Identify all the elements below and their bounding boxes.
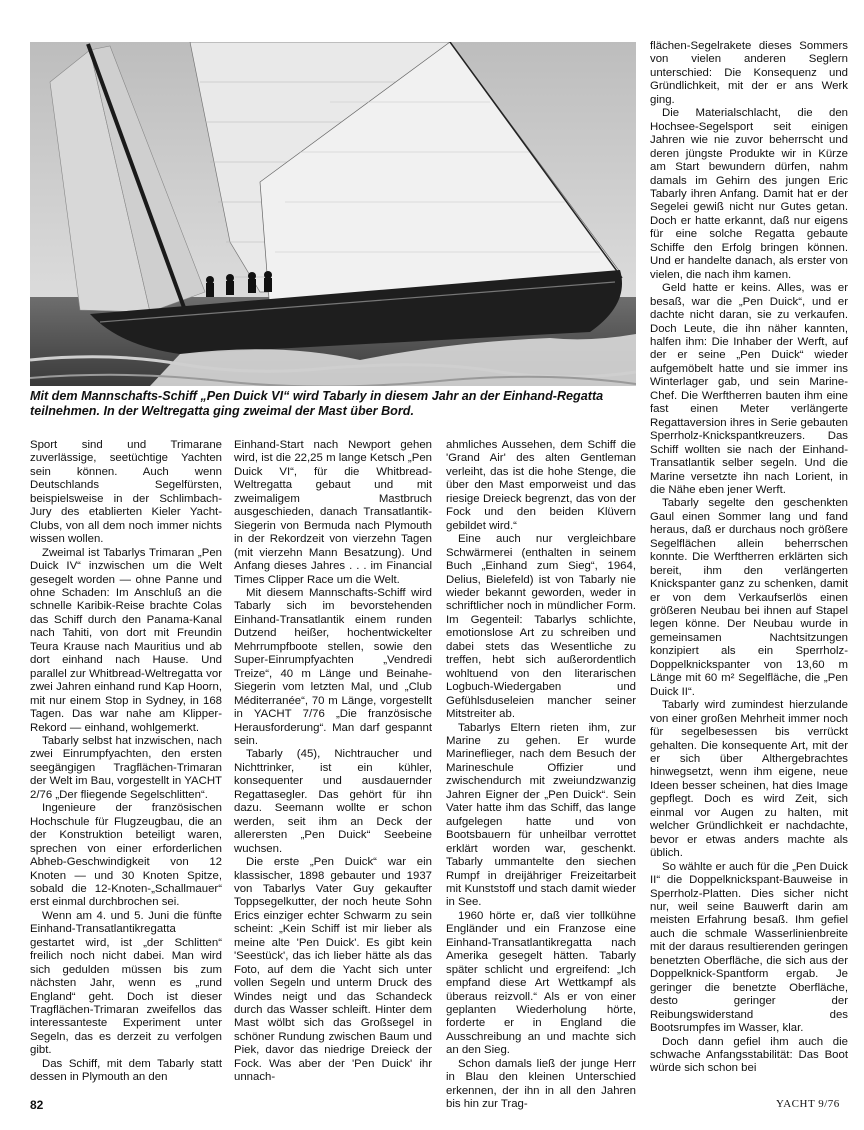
paragraph: Das Schiff, mit dem Tabarly statt dessen in Plymouth an den bbox=[30, 1057, 222, 1084]
paragraph: Schon damals ließ der junge Herr in Blau den kleinen Unterschied erkennen, der ihn in all den Jahren bis hin zur Trag- bbox=[446, 1057, 636, 1111]
article-column-2 bbox=[234, 439, 432, 1129]
paragraph: ahmliches Aussehen, dem Schiff die 'Grand Air' des alten Gentleman verleiht, das ist die hohe Stenge, die über den Mast emporweist und das riesige Dreieck begrenzt, das von der Fock und den beiden Klüvern gebildet wird.“ bbox=[446, 439, 636, 532]
paragraph: Tabarly segelte den geschenkten Gaul einen Sommer lang und fand heraus, daß er durchaus noch größere Segelflächen allein beherrschen konnte. Die Werftherren erklärten sich bereit, ihm den verlängerten Knickspanter ganz zu schenken, damit er von dem Verkaufserlös einen größeren Neubau bei ihnen auf Stapel legen könne. Der Neubau wurde in gemeinsamen Nachtsitzungen konzipiert als ein Sperrholz-Doppelknickspanter von 13,60 m Länge mit 60 m² Segelfläche, die „Pen Duick II“. bbox=[650, 497, 848, 698]
article-column-1 bbox=[30, 439, 222, 1129]
paragraph: Ingenieure der französischen Hochschule für Flugzeugbau, die an der Konstruktion beteiligt waren, sprechen von einer erforderlichen Abheb-Geschwindigkeit von 12 Knoten — und 30 Knoten Spitze, sobald die 12-Knoten-„Schallmauer“ erst einmal durchbrochen sei. bbox=[30, 802, 222, 909]
paragraph: Mit diesem Mannschafts-Schiff wird Tabarly sich im bevorstehenden Einhand-Transatlantik einem runden Dutzend heißer, hochentwickelter Mehrrumpfboote stellen, sowie den Super-Einrumpfyachten „Vendredi Treize“, 40 m Länge und Beinahe-Siegerin vom letzten Mal, und „Club Méditerranée“, 70 m Länge, vorgestellt in YACHT 7/76 „Die französische Herausforderung“. Man darf gespannt sein. bbox=[234, 586, 432, 747]
paragraph: So wählte er auch für die „Pen Duick II“ die Doppelknickspant-Bauweise in Sperrholz-Platten. Dies sicher nicht nur, weil seine Bauwerft darin am meisten Erfahrung besaß. Ihm gefiel auch die schmale Wasserlinienbreite mit der daraus resultierenden geringen benetzten Oberfläche, die sich aus der Doppelknick-Spantform ergab. Je geringer die benetzte Oberfläche, desto geringer der Reibungswiderstand des Bootsrumpfes im Wasser, klar. bbox=[650, 860, 848, 1035]
paragraph: Tabarly wird zumindest hierzulande von einer großen Mehrheit immer noch für segelbesessen bis verrückt gehalten. Die konsequente Art, mit der er sich über Althergebrachtes hinwegsetzt, wenn ihm eigene, neue Ideen besser scheinen, hat dies Image gepflegt. Doch es wird Zeit, sich einmal vor Augen zu halten, mit welcher Gründlichkeit er nachdachte, bevor er etwas anders machte als üblich. bbox=[650, 699, 848, 860]
page-number: 82 bbox=[30, 1098, 44, 1112]
paragraph: Sport sind und Trimarane zuverlässige, seetüchtige Yachten sein können. Auch wenn Deutschlands Segelfürsten, beispielsweise in der Schlimbach-Jury des etablierten Kieler Yacht-Clubs, von all dem noch immer nichts wissen wollen. bbox=[30, 439, 222, 546]
paragraph: Die erste „Pen Duick“ war ein klassischer, 1898 gebauter und 1937 von Tabarlys Vater Guy gekaufter Toppsegelkutter, der noch heute Sohn Erics einziger echter Schwarm zu sein scheint: „Kein Schiff ist mir lieber als meine alte 'Pen Duick'. Es gibt kein 'Seestück', das ich lieber hätte als das Foto, auf dem die Yacht sich unter vollen Segeln und unterm Druck des Windes neigt und das Schandeck durch das Wasser schleift. Hinter dem Mast wölbt sich das Großsegel in schöner Rundung zwischen Baum und Piek, davor das niedrige Dreieck der Fock. Was aber der 'Pen Duick' ihr unnach- bbox=[234, 856, 432, 1084]
yacht-pen-duick-vi-illustration bbox=[30, 42, 636, 386]
paragraph: Tabarly selbst hat inzwischen, nach zwei Einrumpfyachten, den ersten seegängigen Tragflächen-Trimaran der Welt im Bau, vorgestellt in YACHT 2/76 „Der fliegende Segelschlitten“. bbox=[30, 734, 222, 801]
paragraph: Einhand-Start nach Newport gehen wird, ist die 22,25 m lange Ketsch „Pen Duick VI“, für die Whitbread-Weltregatta gebaut und mit zweimaligem Mastbruch ausgeschieden, danach Transatlantik-Siegerin von Bermuda nach Plymouth in der Rekordzeit von vierzehn Tagen (mit vierzehn Mann Besatzung). Und Anfang dieses Jahres . . . im Financial Times Clipper Race um die Welt. bbox=[234, 439, 432, 586]
article-column-4 bbox=[650, 40, 848, 1130]
paragraph: flächen-Segelrakete dieses Sommers von vielen anderen Seglern unterschied: Die Konsequenz und Gründlichkeit, mit der er ans Werk ging. bbox=[650, 40, 848, 106]
paragraph: Zweimal ist Tabarlys Trimaran „Pen Duick IV“ inzwischen um die Welt gesegelt worden — ohne Panne und ohne Schaden: Im Anschluß an die schnelle Karibik-Reise brachte Colas das Schiff durch den Panama-Kanal nach Tahiti, von dort mit Freundin Teura Krause nach Mauritius und ab dort einhand nach Hause. Und parallel zur Whitbread-Weltregatta vor zwei Jahren einhand rund Kap Hoorn, mit nur einem Stop in Sydney, in 168 Tagen. Das war nahe am Klipper-Rekord — einhand, wohlgemerkt. bbox=[30, 546, 222, 734]
sailing-yacht-photo bbox=[30, 42, 636, 386]
photo-caption: Mit dem Mannschafts-Schiff „Pen Duick VI“ wird Tabarly in diesem Jahr an der Einhand-Regatta teilnehmen. In der Weltregatta ging zweimal der Mast über Bord. bbox=[30, 389, 604, 419]
paragraph: Geld hatte er keins. Alles, was er besaß, war die „Pen Duick“, und er dachte nicht daran, sie zu verkaufen. Doch Leute, die ihn näher kannten, halfen ihm: Die Inhaber der Werft, auf der er seine „Pen Duick“ wieder aufgemöbelt hatte und sie immer ins Winterlager gab, und sein Marine-Chef. Die Werftherren bauten ihm eine fast einen Meter verlängerte Regattaversion ihres in Serie gebauten Sperrholz-Knickspantkreuzers. Das Schiff wollten sie nach der Einhand-Transatlantik selber segeln. Und die Marine versetzte ihn nach Lorient, in die Nähe eben jener Werft. bbox=[650, 282, 848, 496]
article-column-3 bbox=[446, 439, 636, 1129]
paragraph: Doch dann gefiel ihm auch die schwache Anfangsstabilität: Das Boot würde sich schon bei bbox=[650, 1035, 848, 1075]
paragraph: Tabarlys Eltern rieten ihm, zur Marine zu gehen. Er wurde Marineflieger, nach dem Besuch der Marineschule Offizier und zwischendurch mit zweiundzwanzig Jahren Eigner der „Pen Duick“. Sein Vater hatte ihm das Schiff, das lange aufgelegen hatte und von Bootsbauern für unheilbar verrottet erklärt worden war, geschenkt. Tabarly ummantelte den siechen Rumpf in dreijähriger Freizeitarbeit mit Kunststoff und stach damit wieder in See. bbox=[446, 721, 636, 909]
paragraph: Tabarly (45), Nichtraucher und Nichttrinker, ist ein kühler, konsequenter und ausdauernder Regattasegler. Das gehört für ihn dazu. Seemann wollte er schon werden, seit ihm an Deck der allerersten „Pen Duick“ Seebeine wuchsen. bbox=[234, 748, 432, 855]
paragraph: Wenn am 4. und 5. Juni die fünfte Einhand-Transatlantikregatta gestartet wird, ist „der Schlitten“ freilich noch nicht dabei. Man wird sich gedulden müssen bis zum nächsten Jahr, wenn es „rund England“ geht. Doch ist dieser Tragflächen-Trimaran zweifellos das interessanteste Experiment unter Segeln, das es derzeit zu verfolgen gibt. bbox=[30, 909, 222, 1057]
paragraph: 1960 hörte er, daß vier tollkühne Engländer und ein Franzose eine Einhand-Transatlantikregatta nach Amerika gesegelt hätten. Tabarly später schlicht und ergreifend: „Ich empfand diese Art Wettkampf als überaus reizvoll.“ Als er von einer geplanten Wiederholung hörte, forderte er in England die Ausschreibung an und machte sich an den Sieg. bbox=[446, 909, 636, 1057]
paragraph: Die Materialschlacht, die den Hochsee-Segelsport seit einigen Jahren wie nie zuvor beherrscht und deren jüngste Produkte wir in Kürze am Start bewundern dürfen, nahm damals im Gehirn des jungen Eric Tabarly ihren Anfang. Damit hat er der Segelei gewiß nicht nur Gutes getan. Doch er hatte erkannt, daß nur eigens für eine solche Regatta gebaute Schiffe den Erfolg bringen können. Und er handelte danach, als erster von vielen, die nach ihm kamen. bbox=[650, 107, 848, 281]
paragraph: Eine auch nur vergleichbare Schwärmerei (enthalten in seinem Buch „Einhand zum Sieg“, 1964, Delius, Bielefeld) ist von Tabarly nie wieder bekannt geworden, weder in schriftlicher noch in mündlicher Form. Im Gegenteil: Tabarlys schlichte, emotionslose Art zu schreiben und dabei stets das Wesentliche zu treffen, hebt sich außerordentlich wohltuend von den literarischen Logbuch-Wiedergaben und Gefühlsduseleien mancher seiner Mitstreiter ab. bbox=[446, 533, 636, 721]
journal-issue: YACHT 9/76 bbox=[776, 1098, 840, 1110]
